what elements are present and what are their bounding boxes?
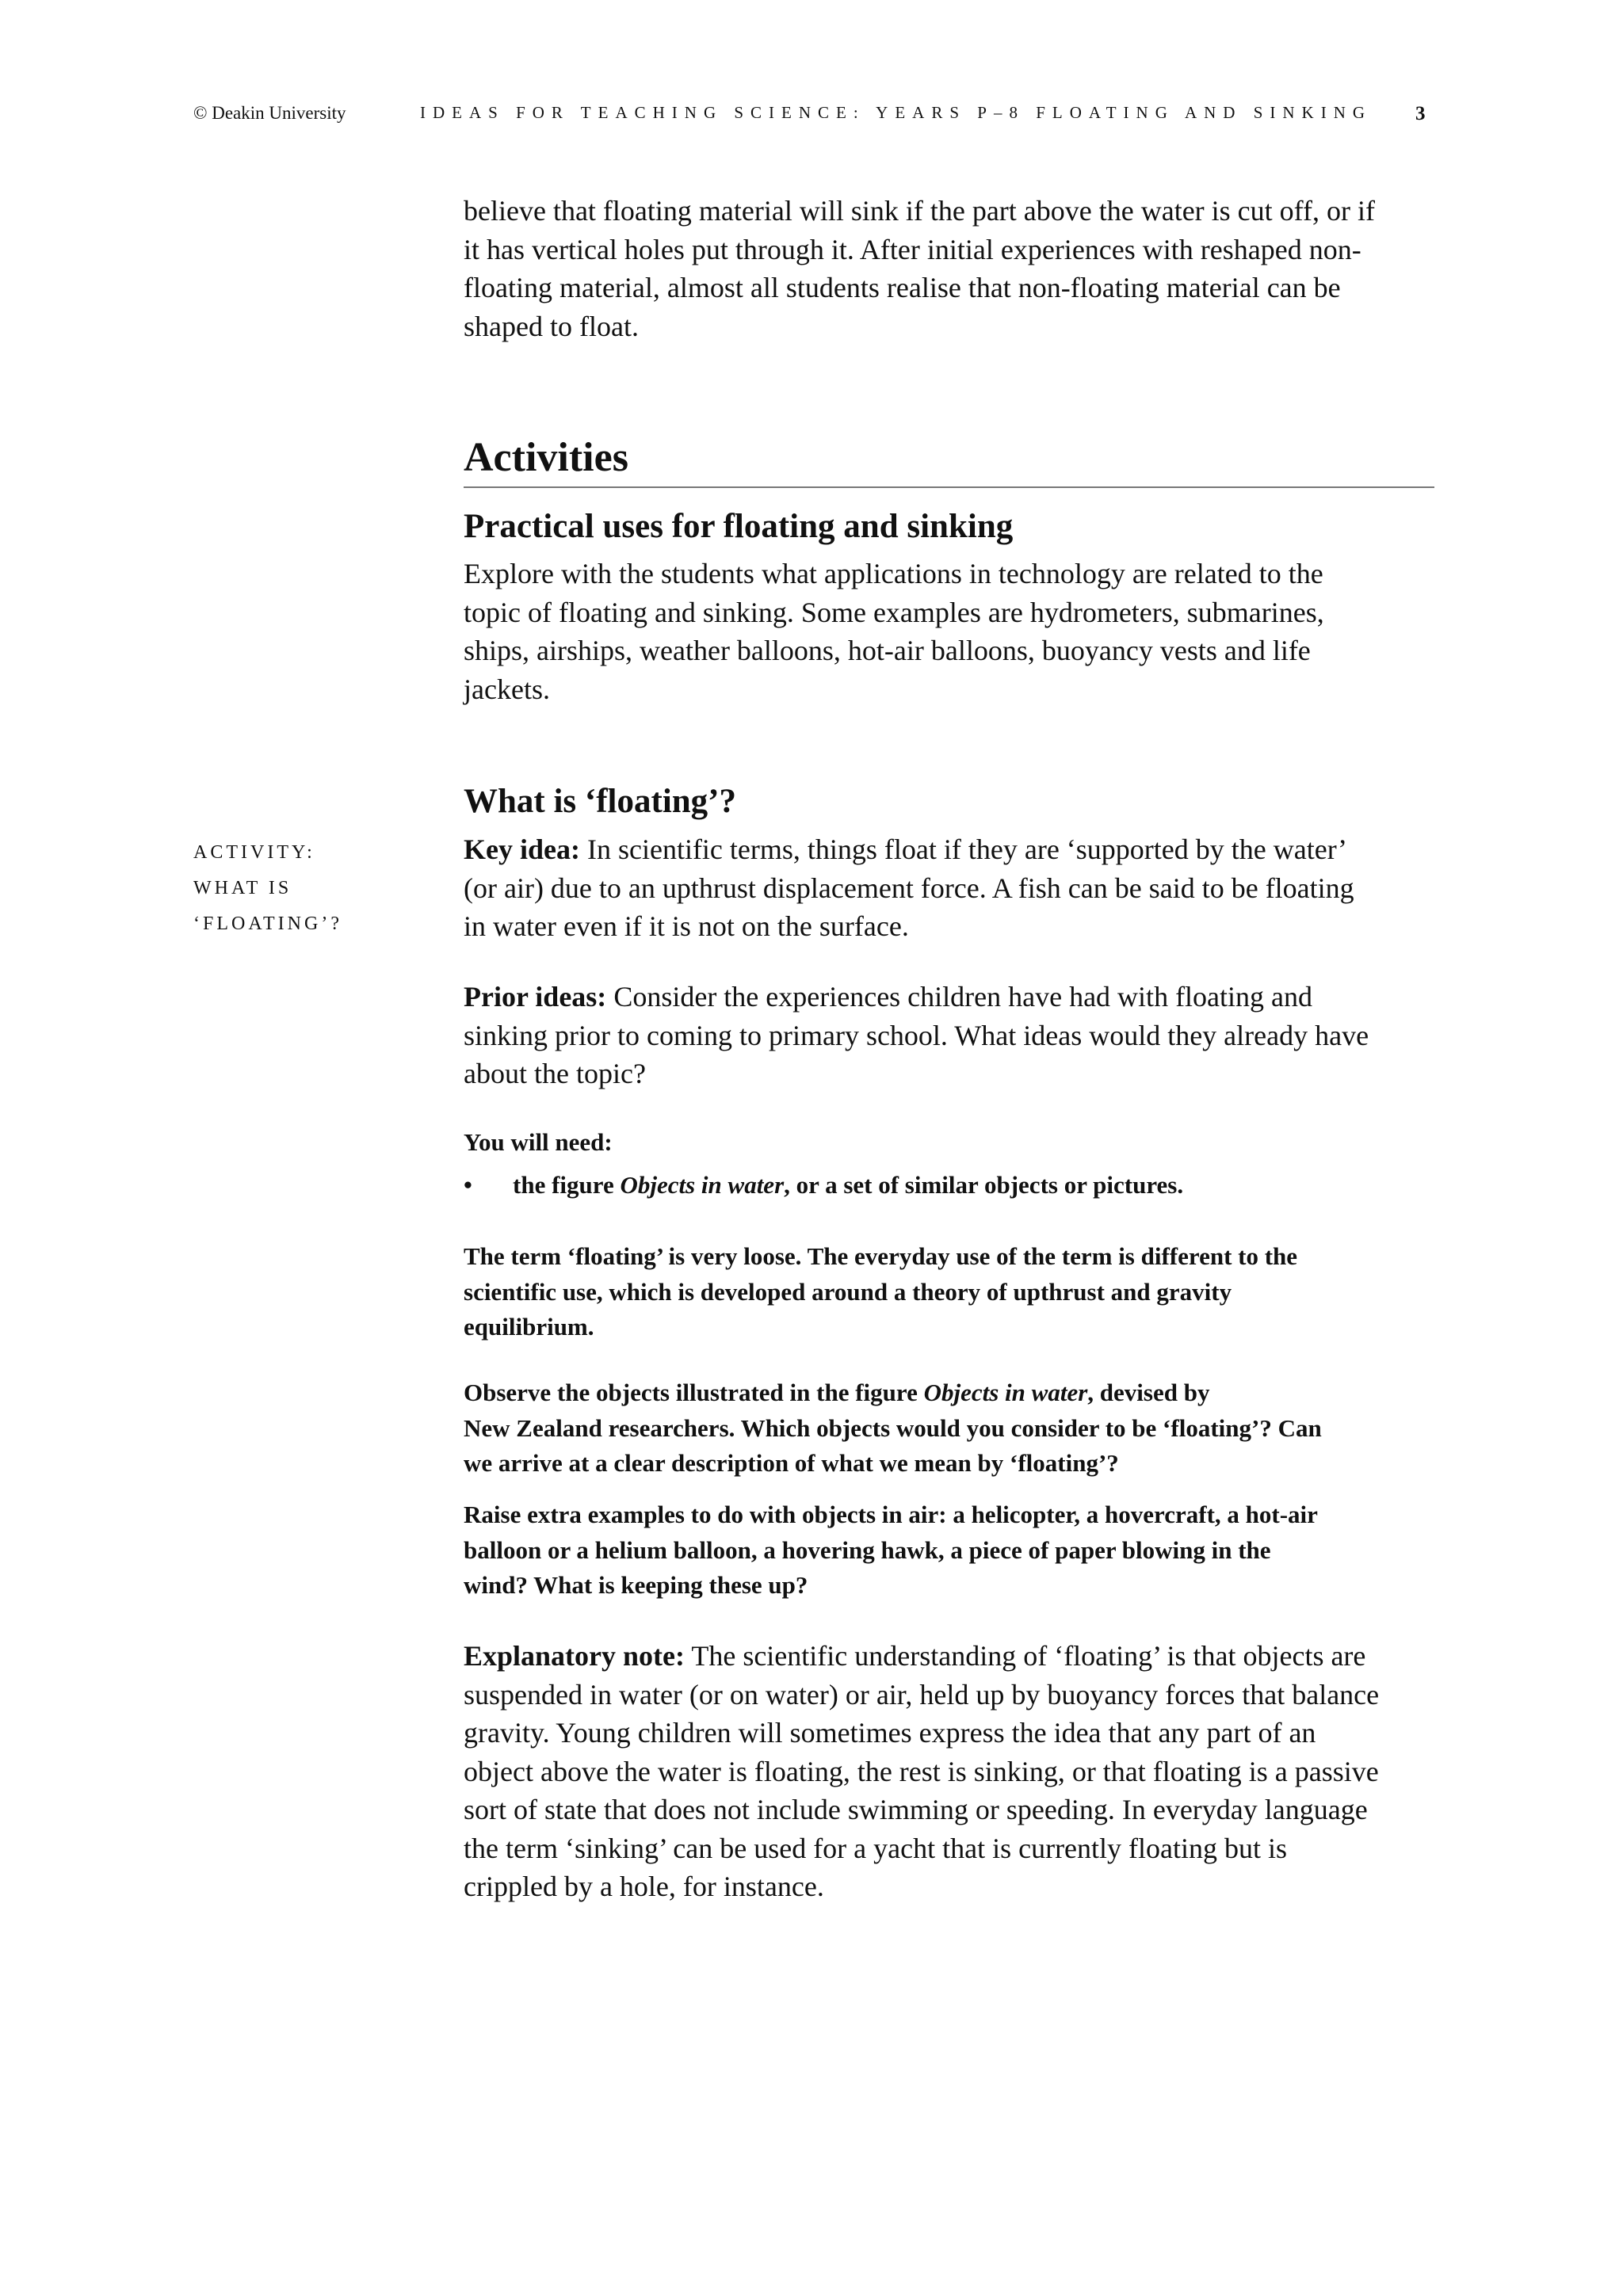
explanatory-text: suspended in water (or on water) or air, held up by buoyancy forces that balance (464, 1678, 1380, 1711)
intro-line: it has vertical holes put through it. After initial experiences with reshaped non- (464, 233, 1361, 265)
key-idea-label: Key idea: (464, 833, 580, 865)
raise-line: Raise extra examples to do with objects in air: a helicopter, a hovercraft, a hot-air (464, 1501, 1318, 1528)
raise-line: balloon or a helium balloon, a hovering hawk, a piece of paper blowing in the (464, 1535, 1271, 1564)
term-line: equilibrium. (464, 1313, 594, 1341)
figure-title-reference: Objects in water (923, 1379, 1088, 1406)
activity-margin-label (193, 835, 342, 942)
you-will-need-title: You will need: (464, 1128, 613, 1156)
page-header (0, 103, 1623, 135)
explanatory-note-label: Explanatory note: (464, 1640, 685, 1672)
bullet-icon: • (464, 1171, 472, 1199)
explanatory-text: the term ‘sinking’ can be used for a yacht that is currently floating but is (464, 1832, 1288, 1864)
explanatory-text: sort of state that does not include swimming or speeding. In everyday language (464, 1794, 1368, 1825)
intro-line: believe that floating material will sink if the part above the water is cut off, or if (464, 195, 1375, 227)
figure-title-reference: Objects in water (620, 1171, 785, 1199)
raise-examples-paragraph (464, 1497, 1434, 1604)
materials-item-text: the figure (513, 1171, 621, 1199)
observe-line: we arrive at a clear description of what we mean by ‘floating’? (464, 1449, 1119, 1477)
explanatory-note-paragraph (464, 1637, 1434, 1906)
term-floating-paragraph (464, 1239, 1434, 1345)
prior-ideas-label: Prior ideas: (464, 981, 607, 1013)
margin-label-line: ‘FLOATING’? (193, 913, 342, 934)
practical-uses-paragraph (464, 555, 1434, 708)
key-idea-text: In scientific terms, things float if they are ‘supported by the water’ (579, 833, 1348, 865)
observe-line: , devised by (1087, 1379, 1210, 1406)
prior-ideas-paragraph (464, 978, 1434, 1093)
page-number: 3 (1415, 103, 1426, 124)
key-idea-text: in water even if it is not on the surface. (464, 910, 909, 942)
practical-line: ships, airships, weather balloons, hot-air balloons, buoyancy vests and life (464, 635, 1311, 666)
copyright-notice: © Deakin University (193, 103, 346, 123)
practical-line: topic of floating and sinking. Some examples are hydrometers, submarines, (464, 596, 1324, 628)
prior-ideas-text: about the topic? (464, 1058, 646, 1089)
explanatory-text: The scientific understanding of ‘floating’ is that objects are (685, 1640, 1366, 1672)
margin-label-line: ACTIVITY: (193, 842, 315, 863)
activities-heading: Activities (464, 435, 628, 480)
observe-line: Observe the objects illustrated in the figure (464, 1379, 924, 1406)
term-line: The term ‘floating’ is very loose. The everyday use of the term is different to the (464, 1242, 1298, 1270)
intro-paragraph (464, 192, 1434, 345)
key-idea-text: (or air) due to an upthrust displacement force. A fish can be said to be floating (464, 871, 1354, 904)
intro-line: shaped to float. (464, 310, 639, 342)
materials-item-text: , or a set of similar objects or pictures. (784, 1171, 1184, 1199)
running-title: IDEAS FOR TEACHING SCIENCE: YEARS P–8 FLOATING AND SINKING (420, 103, 1373, 122)
key-idea-paragraph (464, 830, 1434, 946)
explanatory-text: gravity. Young children will sometimes express the idea that any part of an (464, 1717, 1316, 1749)
observe-objects-paragraph (464, 1375, 1434, 1482)
raise-line: wind? What is keeping these up? (464, 1571, 808, 1599)
intro-line: floating material, almost all students realise that non-floating material can be (464, 272, 1341, 303)
practical-line: Explore with the students what applications in technology are related to the (464, 558, 1323, 589)
margin-label-line: WHAT IS (193, 878, 292, 898)
practical-line: jackets. (464, 673, 550, 705)
prior-ideas-text: Consider the experiences children have had with floating and (606, 981, 1313, 1013)
practical-uses-heading: Practical uses for floating and sinking (464, 508, 1014, 545)
section-divider (464, 486, 1434, 488)
explanatory-text: object above the water is floating, the rest is sinking, or that floating is a passive (464, 1755, 1379, 1787)
prior-ideas-text: sinking prior to coming to primary school. What ideas would they already have (464, 1019, 1369, 1051)
observe-line: New Zealand researchers. Which objects would you consider to be ‘floating’? Can (464, 1413, 1322, 1442)
what-is-floating-heading: What is ‘floating’? (464, 783, 736, 820)
term-line: scientific use, which is developed around a theory of upthrust and gravity (464, 1277, 1232, 1306)
explanatory-text: crippled by a hole, for instance. (464, 1871, 824, 1902)
materials-list-item (464, 1168, 1183, 1203)
